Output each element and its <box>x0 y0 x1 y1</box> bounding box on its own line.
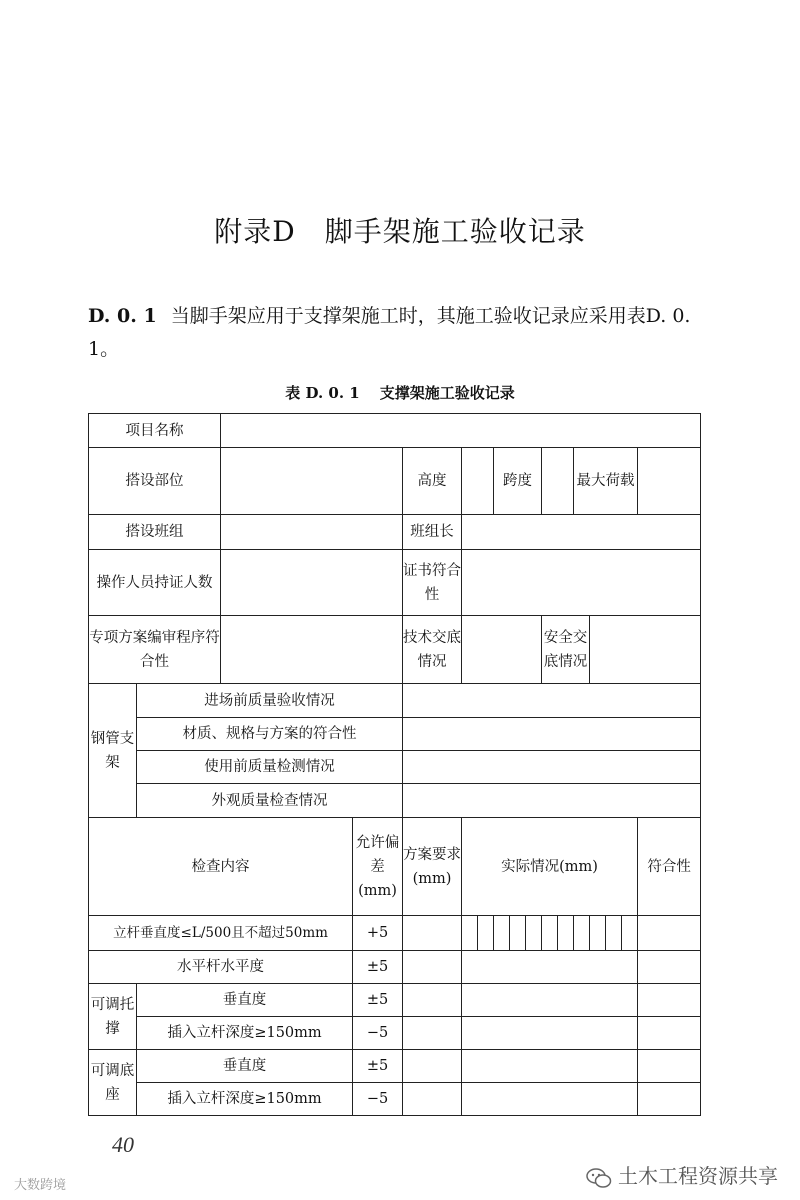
inspection-item-label: 插入立杆深度≥150mm <box>137 1017 353 1050</box>
special-plan-label: 专项方案编审程序符合性 <box>89 616 221 684</box>
steel-group-label: 钢管支架 <box>89 684 137 818</box>
bottom-base-label: 可调底座 <box>89 1050 137 1116</box>
deviation-value: −5 <box>353 1083 403 1116</box>
actual-value <box>462 1083 638 1116</box>
actual-value <box>462 1050 638 1083</box>
actual-value <box>462 1017 638 1050</box>
plan-value <box>403 916 462 951</box>
page-number: 40 <box>112 1132 134 1157</box>
actual-cell <box>542 916 558 951</box>
deviation-value: ±5 <box>353 951 403 984</box>
inspection-item-label: 垂直度 <box>137 984 353 1017</box>
plan-value <box>403 951 462 984</box>
actual-cell <box>606 916 622 951</box>
appendix-title: 附录D 脚手架施工验收记录 <box>214 215 586 248</box>
inspection-item-label: 水平杆水平度 <box>89 951 353 984</box>
acceptance-record-table <box>88 413 701 1116</box>
top-support-label: 可调托撑 <box>89 984 137 1050</box>
watermark-right-text: 土木工程资源共享 <box>618 1164 778 1188</box>
actual-cell <box>590 916 606 951</box>
operators-value <box>221 550 403 616</box>
tech-briefing-value <box>462 616 542 684</box>
conformity-value <box>638 984 701 1017</box>
actual-cell <box>510 916 526 951</box>
inspection-item-label: 垂直度 <box>137 1050 353 1083</box>
span-value <box>542 448 574 515</box>
actual-value <box>462 984 638 1017</box>
watermark-left-text: 大数跨境 <box>14 1178 67 1193</box>
table-caption-id: 表 D. 0. 1 <box>285 384 360 402</box>
height-value <box>462 448 494 515</box>
allowed-deviation-header: 允许偏差(mm) <box>353 818 403 916</box>
inspection-item-label: 立杆垂直度≤L/500且不超过50mm <box>89 916 353 951</box>
steel-item-value <box>403 751 701 784</box>
steel-item-value <box>403 684 701 718</box>
conformity-value <box>638 916 701 951</box>
conformity-header: 符合性 <box>638 818 701 916</box>
deviation-value: ±5 <box>353 1050 403 1083</box>
operators-label: 操作人员持证人数 <box>89 550 221 616</box>
deviation-value: +5 <box>353 916 403 951</box>
cert-match-label: 证书符合性 <box>403 550 462 616</box>
span-label: 跨度 <box>494 448 542 515</box>
height-label: 高度 <box>403 448 462 515</box>
location-label: 搭设部位 <box>89 448 221 515</box>
project-name-label: 项目名称 <box>89 414 221 448</box>
steel-item-label: 外观质量检查情况 <box>137 784 403 818</box>
tech-briefing-label: 技术交底情况 <box>403 616 462 684</box>
steel-item-label: 进场前质量验收情况 <box>137 684 403 718</box>
plan-value <box>403 1083 462 1116</box>
plan-value <box>403 1017 462 1050</box>
actual-cell <box>526 916 542 951</box>
steel-item-label: 使用前质量检测情况 <box>137 751 403 784</box>
actual-condition-header: 实际情况(mm) <box>462 818 638 916</box>
location-value <box>221 448 403 515</box>
conformity-value <box>638 1083 701 1116</box>
conformity-value <box>638 951 701 984</box>
wechat-icon <box>586 1167 612 1189</box>
crew-leader-value <box>462 515 701 550</box>
steel-item-value <box>403 718 701 751</box>
plan-requirement-header: 方案要求(mm) <box>403 818 462 916</box>
steel-item-label: 材质、规格与方案的符合性 <box>137 718 403 751</box>
clause-paragraph <box>88 300 708 366</box>
watermark-left <box>14 1174 66 1193</box>
table-caption-title: 支撑架施工验收记录 <box>379 384 515 402</box>
actual-cell <box>478 916 494 951</box>
project-name-value <box>221 414 701 448</box>
clause-number: D. 0. 1 <box>88 305 157 327</box>
crew-leader-label: 班组长 <box>403 515 462 550</box>
max-load-value <box>638 448 701 515</box>
plan-value <box>403 1050 462 1083</box>
crew-value <box>221 515 403 550</box>
safety-briefing-label: 安全交底情况 <box>542 616 590 684</box>
deviation-value: −5 <box>353 1017 403 1050</box>
max-load-label: 最大荷载 <box>574 448 638 515</box>
conformity-value <box>638 1017 701 1050</box>
actual-cell <box>574 916 590 951</box>
cert-match-value <box>462 550 701 616</box>
actual-cell <box>462 916 478 951</box>
actual-cell <box>622 916 638 951</box>
special-plan-value <box>221 616 403 684</box>
actual-cell <box>494 916 510 951</box>
clause-text: 当脚手架应用于支撑架施工时，其施工验收记录应采用表D. 0. 1。 <box>88 305 691 360</box>
crew-label: 搭设班组 <box>89 515 221 550</box>
table-caption <box>0 382 800 403</box>
conformity-value <box>638 1050 701 1083</box>
watermark-right <box>586 1160 778 1189</box>
plan-value <box>403 984 462 1017</box>
deviation-value: ±5 <box>353 984 403 1017</box>
actual-value <box>462 951 638 984</box>
actual-cell <box>558 916 574 951</box>
steel-item-value <box>403 784 701 818</box>
safety-briefing-value <box>590 616 701 684</box>
inspection-item-label: 插入立杆深度≥150mm <box>137 1083 353 1116</box>
inspection-content-header: 检查内容 <box>89 818 353 916</box>
